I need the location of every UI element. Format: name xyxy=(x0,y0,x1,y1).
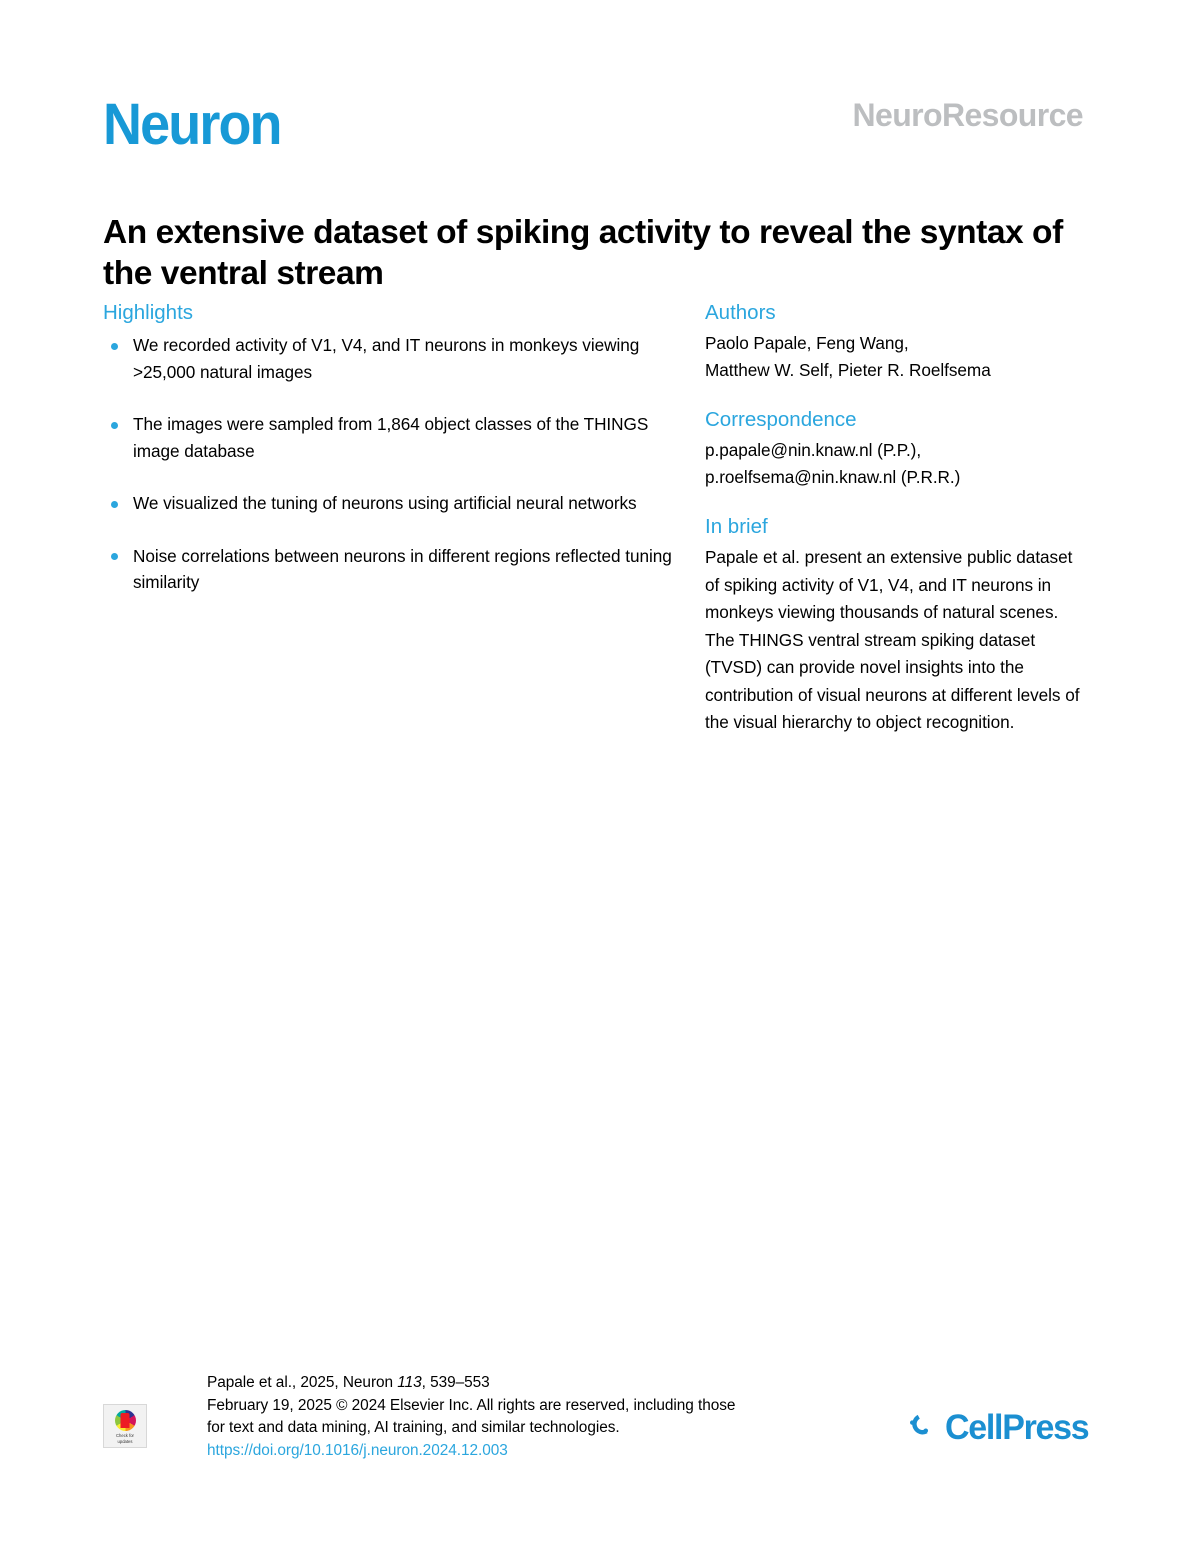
highlights-column xyxy=(103,300,683,596)
in-brief-block xyxy=(705,514,1085,737)
authors-heading: Authors xyxy=(705,301,776,324)
authors-line-1: Paolo Papale, Feng Wang, xyxy=(705,333,909,353)
in-brief-heading: In brief xyxy=(705,515,768,538)
crossmark-disc-icon xyxy=(115,1410,136,1431)
list-item xyxy=(103,411,683,464)
citation-block xyxy=(207,1372,927,1462)
article-type-label: NeuroResource xyxy=(852,97,1083,133)
masthead xyxy=(103,92,1083,176)
highlight-text: Noise correlations between neurons in different regions reflected tuning similarity xyxy=(133,545,672,592)
citation-line-1 xyxy=(207,1372,927,1395)
citation-line-3: for text and data mining, AI training, and similar technologies. xyxy=(207,1419,620,1436)
correspondence-heading: Correspondence xyxy=(705,408,857,431)
crossmark-badge-icon[interactable] xyxy=(103,1404,147,1448)
crossmark-label xyxy=(116,1433,134,1443)
list-item xyxy=(103,490,683,517)
citation-volume: 113 xyxy=(397,1374,422,1391)
journal-logo: Neuron xyxy=(103,92,281,157)
publisher-logo[interactable] xyxy=(902,1410,1093,1445)
citation-line-2: February 19, 2025 © 2024 Elsevier Inc. All rights are reserved, including those xyxy=(207,1396,736,1414)
correspondence-email-2[interactable]: p.roelfsema@nin.knaw.nl (P.R.R.) xyxy=(705,466,961,487)
metadata-column xyxy=(705,300,1085,737)
bullet-icon xyxy=(111,553,118,560)
correspondence-block xyxy=(705,407,1085,490)
citation-prefix: Papale et al., 2025, Neuron xyxy=(207,1374,398,1391)
authors-list xyxy=(705,330,1085,383)
list-item xyxy=(103,543,683,596)
bullet-icon xyxy=(111,501,118,508)
authors-block xyxy=(705,300,1085,383)
list-item xyxy=(103,332,683,385)
highlight-text: We visualized the tuning of neurons using artificial neural networks xyxy=(133,493,637,513)
highlights-list xyxy=(103,332,683,596)
footer xyxy=(103,1372,1093,1492)
authors-line-2: Matthew W. Self, Pieter R. Roelfsema xyxy=(705,359,991,380)
highlight-text: We recorded activity of V1, V4, and IT neurons in monkeys viewing >25,000 natural images xyxy=(133,335,640,382)
doi-link[interactable]: https://doi.org/10.1016/j.neuron.2024.12.003 xyxy=(207,1441,508,1459)
in-brief-text: Papale et al. present an extensive public dataset of spiking activity of V1, V4, and IT neurons in monkeys viewing thousands of natural scenes. The THINGS ventral stream spiking dataset (TVSD) can provide novel insights into the contribution of visual neurons at different levels of the visual hierarchy to object recognition. xyxy=(705,547,1080,732)
highlights-heading: Highlights xyxy=(103,301,194,324)
crossmark-label-line-1: Check for xyxy=(116,1433,134,1439)
correspondence-emails xyxy=(705,437,1085,490)
page-title: An extensive dataset of spiking activity to reveal the syntax of the ventral stream xyxy=(103,214,1063,293)
crossmark-label-line-2: updates xyxy=(117,1438,133,1444)
bullet-icon xyxy=(111,422,118,429)
cellpress-mark-icon xyxy=(902,1411,936,1445)
citation-pages: , 539–553 xyxy=(421,1374,490,1391)
correspondence-email-1[interactable]: p.papale@nin.knaw.nl (P.P.), xyxy=(705,440,922,460)
bullet-icon xyxy=(111,343,118,350)
cellpress-wordmark: CellPress xyxy=(945,1408,1089,1447)
highlight-text: The images were sampled from 1,864 object classes of the THINGS image database xyxy=(133,414,649,461)
